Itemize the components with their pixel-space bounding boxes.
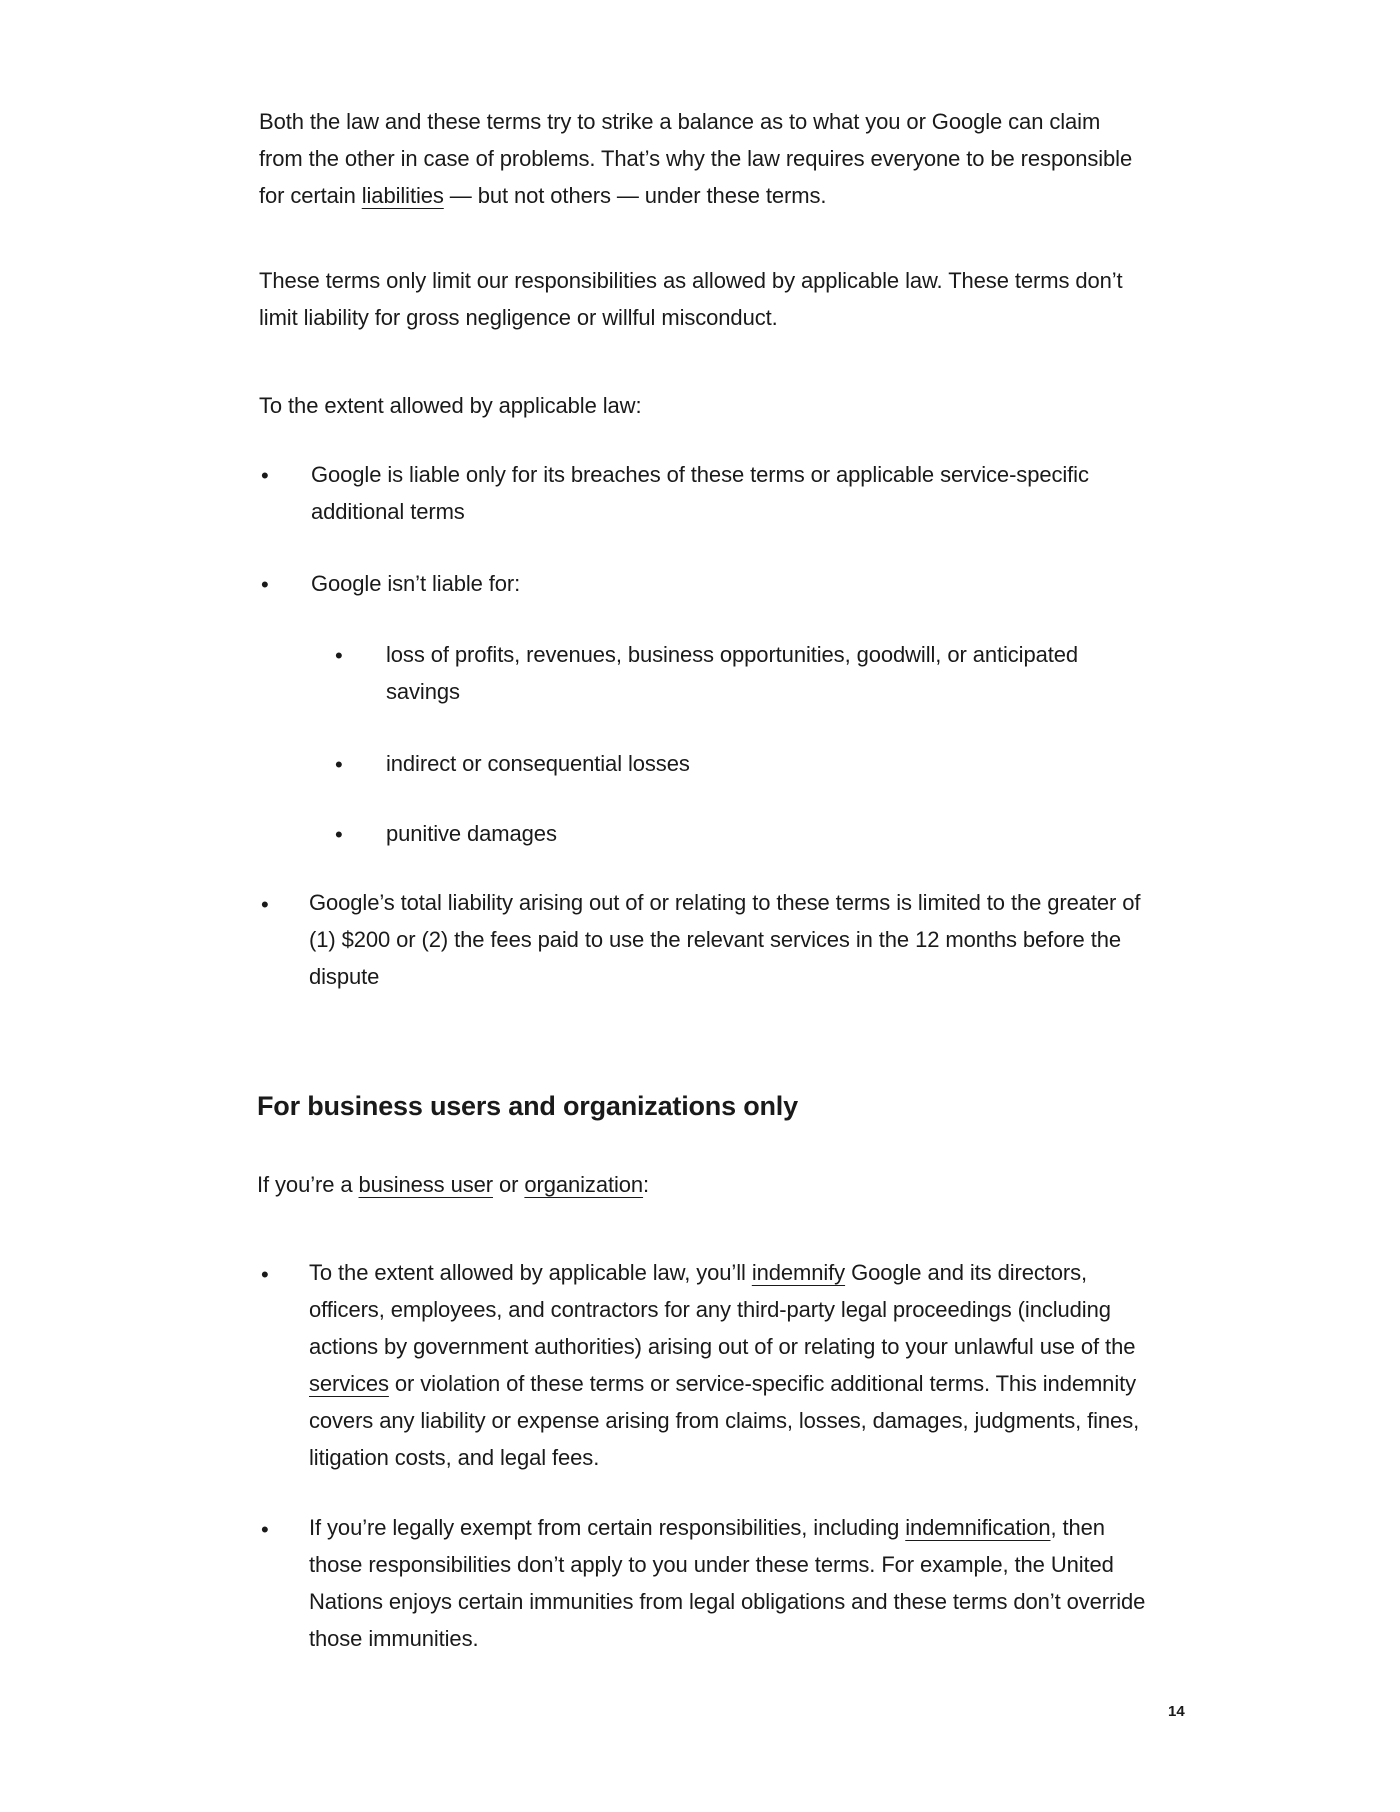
business-lead-paragraph: [257, 1166, 1142, 1203]
sub-bullet-marker: •: [335, 822, 343, 847]
liabilities-link[interactable]: liabilities: [361, 183, 444, 208]
bullet-marker: •: [261, 1517, 269, 1542]
indemnification-link[interactable]: indemnification: [905, 1515, 1051, 1540]
section-heading: For business users and organizations only: [257, 1091, 798, 1121]
intro-text: — but not others — under these terms.: [443, 183, 827, 208]
bullet-marker: •: [261, 892, 269, 917]
item-text: , then those responsibilities don’t apply to you under these terms. For example, the United Nations enjoys certain immunities from legal obligations and these terms don’t override those immunities.: [309, 1515, 1146, 1651]
sub-bullet-marker: •: [335, 752, 343, 777]
list-item-liable-breaches: Google is liable only for its breaches of these terms or applicable service-specific additional terms: [311, 462, 1089, 524]
lead-text: If you’re a: [257, 1172, 359, 1197]
list-item-total-liability: Google’s total liability arising out of or relating to these terms is limited to the greater of (1) $200 or (2) the fees paid to use the relevant services in the 12 months before the dispute: [309, 890, 1141, 989]
bullet-marker: •: [261, 1262, 269, 1287]
intro-paragraph-3: To the extent allowed by applicable law:: [259, 393, 642, 418]
intro-text: Both the law and these terms try to strike a balance as to what you or Google can claim from the other in case of problems. That’s why the law requires everyone to be responsible for certain: [259, 109, 1133, 208]
lead-text: :: [643, 1172, 650, 1197]
item-text: If you’re legally exempt from certain responsibilities, including: [309, 1515, 906, 1540]
item-text: To the extent allowed by applicable law, you’ll: [309, 1260, 752, 1285]
bullet-marker: •: [261, 572, 269, 597]
indemnify-link[interactable]: indemnify: [751, 1260, 846, 1285]
sub-item-punitive-damages: punitive damages: [386, 821, 557, 846]
organization-link[interactable]: organization: [524, 1172, 644, 1197]
sub-item-indirect-losses: indirect or consequential losses: [386, 751, 690, 776]
intro-paragraph-1: [259, 103, 1144, 214]
list-item-indemnify: [309, 1254, 1147, 1476]
bullet-marker: •: [261, 463, 269, 488]
services-link[interactable]: services: [309, 1371, 389, 1396]
list-item-not-liable-for: Google isn’t liable for:: [311, 571, 521, 596]
lead-text: or: [492, 1172, 525, 1197]
sub-item-loss-of-profits: loss of profits, revenues, business opportunities, goodwill, or anticipated savings: [386, 642, 1078, 704]
business-user-link[interactable]: business user: [358, 1172, 493, 1197]
list-item-legally-exempt: [309, 1509, 1147, 1657]
sub-bullet-marker: •: [335, 643, 343, 668]
intro-paragraph-2: These terms only limit our responsibilities as allowed by applicable law. These terms don’t limit liability for gross negligence or willful misconduct.: [259, 268, 1123, 330]
item-text: Google and its directors, officers, employees, and contractors for any third-party legal proceedings (including actions by government authorities) arising out of or relating to your unlawful use of the: [309, 1260, 1136, 1359]
page-number: 14: [1168, 1703, 1185, 1720]
item-text: or violation of these terms or service-specific additional terms. This indemnity covers any liability or expense arising from claims, losses, damages, judgments, fines, litigation costs, and legal fees.: [309, 1371, 1140, 1470]
